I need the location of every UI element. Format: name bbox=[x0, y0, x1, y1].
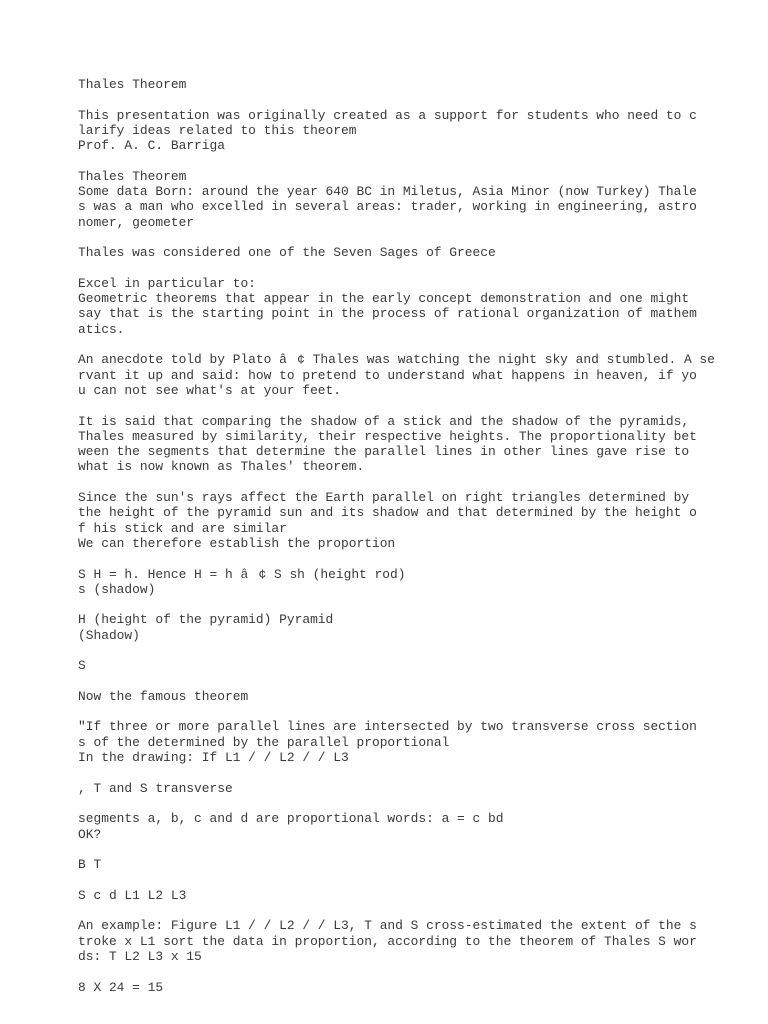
text-line: s of the determined by the parallel proportional bbox=[78, 734, 450, 750]
paragraph bbox=[78, 490, 698, 551]
paragraph bbox=[78, 276, 698, 337]
text-line: , T and S transverse bbox=[78, 780, 233, 796]
paragraph bbox=[78, 414, 698, 475]
text-line: nomer, geometer bbox=[78, 214, 195, 230]
text-line: (Shadow) bbox=[78, 627, 140, 643]
text-line: s was a man who excelled in several areas: trader, working in engineering, astro bbox=[78, 199, 697, 215]
text-line: OK? bbox=[78, 826, 102, 842]
text-line: u can not see what's at your feet. bbox=[78, 382, 342, 398]
paragraph bbox=[78, 658, 698, 673]
text-line: We can therefore establish the proportion bbox=[78, 535, 396, 551]
paragraph bbox=[78, 811, 698, 842]
paragraph bbox=[78, 980, 698, 995]
text-line: Thales was considered one of the Seven Sages of Greece bbox=[78, 245, 496, 261]
text-line: f his stick and are similar bbox=[78, 520, 287, 536]
text-line: Geometric theorems that appear in the early concept demonstration and one might bbox=[78, 291, 690, 307]
text-line: atics. bbox=[78, 321, 125, 337]
text-line: the height of the pyramid sun and its shadow and that determined by the height o bbox=[78, 505, 697, 521]
document-page bbox=[78, 77, 715, 1010]
paragraph bbox=[78, 352, 715, 398]
paragraph bbox=[78, 781, 698, 796]
text-line: An example: Figure L1 / / L2 / / L3, T and S cross-estimated the extent of the s bbox=[78, 918, 697, 934]
text-line: 8 X 24 = 15 bbox=[78, 979, 164, 995]
text-line: S c d L1 L2 L3 bbox=[78, 887, 187, 903]
text-line: ween the segments that determine the parallel lines in other lines gave rise to bbox=[78, 444, 690, 460]
text-line: ds: T L2 L3 x 15 bbox=[78, 948, 202, 964]
text-line: S H = h. Hence H = h â¢ S sh (height rod) bbox=[78, 566, 406, 582]
text-line: larify ideas related to this theorem bbox=[78, 122, 357, 138]
text-line: Thales measured by similarity, their respective heights. The proportionality bet bbox=[78, 428, 697, 444]
paragraph bbox=[78, 612, 698, 643]
text-line: say that is the starting point in the process of rational organization of mathem bbox=[78, 306, 697, 322]
text-line: Some data Born: around the year 640 BC in Miletus, Asia Minor (now Turkey) Thale bbox=[78, 184, 697, 200]
paragraph bbox=[78, 689, 698, 704]
text-line: Now the famous theorem bbox=[78, 688, 249, 704]
paragraph bbox=[78, 857, 698, 872]
text-line: segments a, b, c and d are proportional words: a = c bd bbox=[78, 811, 504, 827]
text-line: s (shadow) bbox=[78, 581, 156, 597]
text-line: Thales Theorem bbox=[78, 77, 187, 92]
paragraph bbox=[78, 719, 698, 765]
paragraph bbox=[78, 918, 698, 964]
text-line: An anecdote told by Plato â¢ Thales was watching the night sky and stumbled. A se bbox=[78, 352, 715, 368]
text-line: "If three or more parallel lines are intersected by two transverse cross section bbox=[78, 719, 697, 735]
paragraph bbox=[78, 108, 698, 154]
text-line: S bbox=[78, 658, 86, 674]
paragraph bbox=[78, 567, 698, 598]
text-line: rvant it up and said: how to pretend to understand what happens in heaven, if yo bbox=[78, 367, 697, 383]
paragraph bbox=[78, 245, 698, 260]
text-line: troke x L1 sort the data in proportion, according to the theorem of Thales S wor bbox=[78, 933, 697, 949]
text-line: Excel in particular to: bbox=[78, 275, 256, 291]
text-line: In the drawing: If L1 / / L2 / / L3 bbox=[78, 750, 349, 766]
text-line: It is said that comparing the shadow of a stick and the shadow of the pyramids, bbox=[78, 413, 690, 429]
text-line: Since the sun's rays affect the Earth parallel on right triangles determined by bbox=[78, 490, 690, 506]
paragraph bbox=[78, 77, 698, 92]
text-line: Prof. A. C. Barriga bbox=[78, 138, 225, 154]
text-line: B T bbox=[78, 857, 102, 873]
text-line: Thales Theorem bbox=[78, 168, 187, 184]
paragraph bbox=[78, 888, 698, 903]
text-line: This presentation was originally created as a support for students who need to c bbox=[78, 107, 697, 123]
paragraph bbox=[78, 169, 698, 230]
text-line: what is now known as Thales' theorem. bbox=[78, 459, 365, 475]
text-line: H (height of the pyramid) Pyramid bbox=[78, 612, 334, 628]
